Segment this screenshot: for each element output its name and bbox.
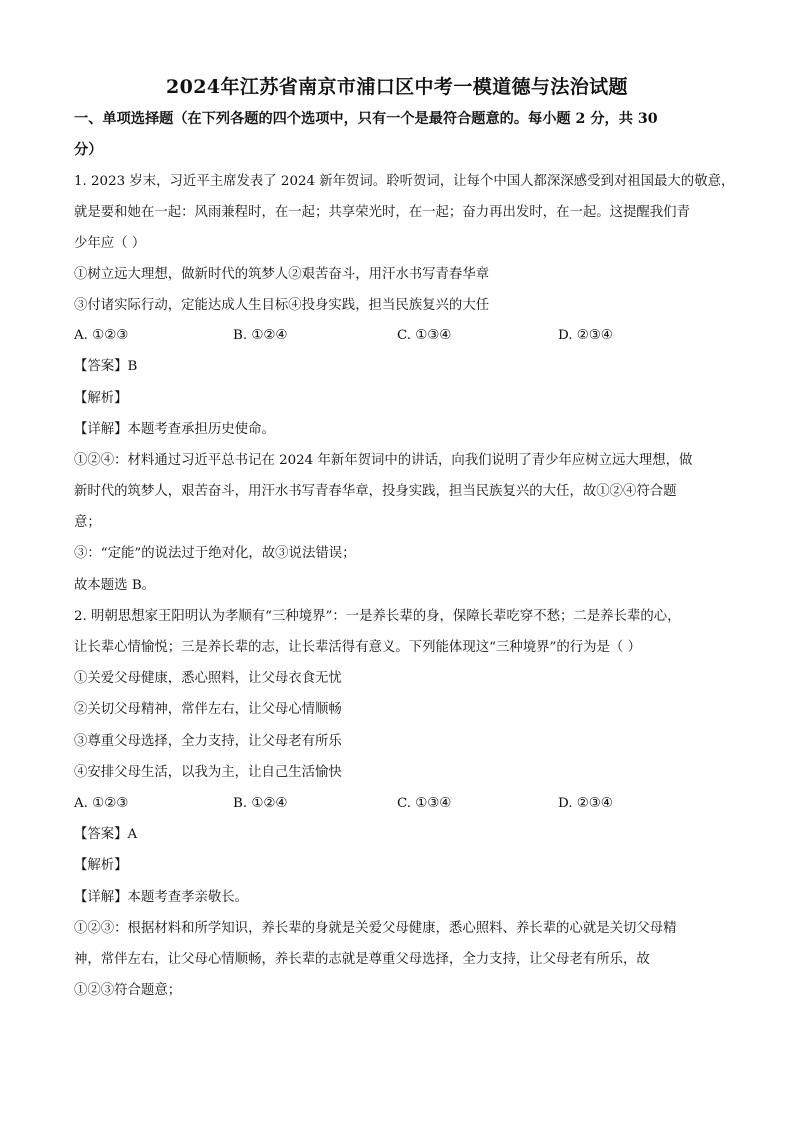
q1-stem-line-1: 1. 2023 岁末，习近平主席发表了 2024 新年贺词。聆听贺词，让每个中国人都深深感受到对祖国最大的敬意， — [74, 174, 735, 189]
q1-option-d: D. ②③④ — [558, 328, 613, 343]
q2-item-line-1: ①关爱父母健康，悉心照料，让父母衣食无忧 — [74, 671, 342, 686]
q1-option-c: C. ①③④ — [397, 328, 452, 343]
q1-item-line-1: ①树立远大理想，做新时代的筑梦人②艰苦奋斗，用汗水书写青春华章 — [74, 267, 490, 282]
q1-detail: 【详解】本题考查承担历史使命。 — [74, 422, 275, 437]
q2-option-c: C. ①③④ — [397, 796, 452, 811]
q1-explain-line-5: 故本题选 B。 — [74, 578, 156, 593]
q1-option-a: A. ①②③ — [74, 328, 129, 343]
q2-answer: 【答案】A — [74, 827, 138, 842]
q2-explain-line-2: 神，常伴左右，让父母心情顺畅，养长辈的志就是尊重父母选择，全力支持，让父母老有所乐，故 — [74, 952, 650, 967]
q2-item-line-4: ④安排父母生活，以我为主，让自己生活愉快 — [74, 765, 342, 780]
q1-explain-line-4: ③：“定能”的说法过于绝对化，故③说法错误； — [74, 546, 356, 561]
q2-item-line-2: ②关切父母精神，常伴左右，让父母心情顺畅 — [74, 702, 342, 717]
q1-answer: 【答案】B — [74, 359, 138, 374]
q2-explain-line-1: ①②③：根据材料和所学知识，养长辈的身就是关爱父母健康，悉心照料、养长辈的心就是关切父母精 — [74, 921, 677, 936]
q2-detail: 【详解】本题考查孝亲敬长。 — [74, 890, 249, 905]
q1-item-line-2: ③付诸实际行动，定能达成人生目标④投身实践，担当民族复兴的大任 — [74, 298, 490, 313]
q1-analysis-label: 【解析】 — [74, 391, 128, 406]
q1-stem-line-2: 就是要和她在一起：风雨兼程时，在一起；共享荣光时，在一起；奋力再出发时，在一起。这提醒我们青 — [74, 205, 690, 220]
q2-option-a: A. ①②③ — [74, 796, 129, 811]
q1-stem-line-3: 少年应（ ） — [74, 236, 146, 251]
q2-explain-line-3: ①②③符合题意； — [74, 983, 182, 998]
q2-option-b: B. ①②④ — [233, 796, 288, 811]
page-title: 2024年江苏省南京市浦口区中考一模道德与法治试题 — [166, 76, 628, 98]
q1-explain-line-3: 意； — [74, 515, 101, 530]
q2-stem-line-2: 让长辈心情愉悦；三是养长辈的志，让长辈活得有意义。下列能体现这“三种境界”的行为是（ ） — [74, 640, 641, 655]
q1-option-b: B. ①②④ — [233, 328, 288, 343]
section-heading-line-1: 一、单项选择题（在下列各题的四个选项中，只有一个是最符合题意的。每小题 2 分，共 30 — [74, 111, 658, 127]
q2-stem-line-1: 2. 明朝思想家王阳明认为孝顺有“三种境界”：一是养长辈的身，保障长辈吃穿不愁；二是养长辈的心， — [74, 609, 681, 624]
q2-analysis-label: 【解析】 — [74, 858, 128, 873]
section-heading-line-2: 分） — [74, 142, 103, 158]
q1-explain-line-1: ①②④：材料通过习近平总书记在 2024 年新年贺词中的讲话，向我们说明了青少年应树立远大理想，做 — [74, 453, 693, 468]
q2-option-d: D. ②③④ — [558, 796, 613, 811]
q1-explain-line-2: 新时代的筑梦人，艰苦奋斗，用汗水书写青春华章，投身实践，担当民族复兴的大任，故①②④符合题 — [74, 484, 677, 499]
q2-item-line-3: ③尊重父母选择，全力支持，让父母老有所乐 — [74, 734, 342, 749]
